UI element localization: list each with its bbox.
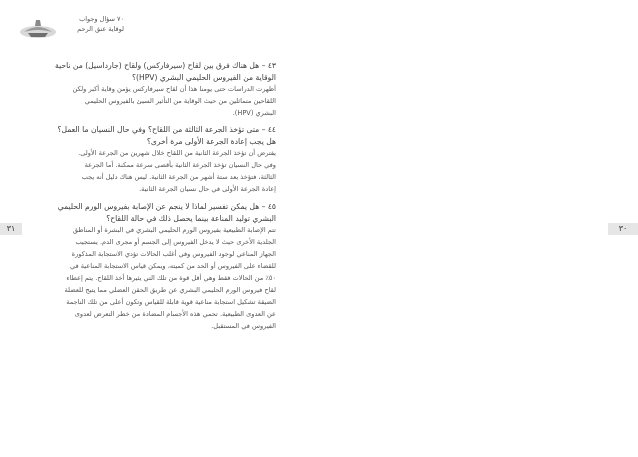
answer-line: الجلدية الأخرى حيث لا يدخل الفيروس إلى الجسم أو مجرى الدم. يستجيب [75, 238, 276, 246]
question-title [52, 201, 276, 224]
answer-line: الضيقة تشكيل استجابة مناعية قوية قابلة للقياس وتكون أعلى من تلك الناجمة [66, 298, 276, 306]
answer-line: وفي حال النسيان تؤخذ الجرعة الثانية بأقصى سرعة ممكنة. أما الجرعة [84, 161, 276, 169]
logo-text-line1: ٧٠ سؤال وجواب [79, 15, 124, 23]
title-line: ٤٥ – هل يمكن تفسير لماذا لا ينجم عن الإصابة بفيروس الورم الحليمي [57, 202, 276, 211]
answer-line: لقاح فيروس الورم الحليمي البشري عن طريق الحقن العضلي مما يتيح للعضلة [64, 286, 276, 294]
answer-line: الفيروس في المستقبل. [211, 322, 276, 330]
answer-line: ٥٠٪ من الحالات فقط وهي أقل قوة من تلك التي يثيرها أخذ اللقاح. يتم إعطاء [66, 274, 276, 282]
answer-paragraph [52, 224, 276, 332]
book-logo-icon [18, 18, 58, 42]
answer-paragraph [52, 83, 276, 119]
title-line: ٤٣ – هل هناك فرق بين لقاح (سيرفاركس) ولقاح (جارداسيل) من ناحية [55, 61, 276, 70]
answer-line: تتم الإصابة الطبيعية بفيروس الورم الحليمي البشري في البشرة أو المناطق [72, 226, 276, 234]
answer-line: اللقاحين متماثلين من حيث الوقاية من التأثير السيئ بالفيروس الحليمي [84, 97, 276, 105]
answer-line: يفترض أن تؤخذ الجرعة الثانية من اللقاح خلال شهرين من الجرعة الأولى. [78, 149, 276, 157]
book-logo [18, 12, 128, 48]
question-block-45 [52, 201, 276, 332]
answer-line: عن العدوى الطبيعية. تحمي هذه الأجسام المضادة من خطر التعرض لعدوى [74, 310, 276, 318]
answer-line: الثالثة، فتؤخذ بعد ستة أشهر من الجرعة الثانية. ليس هناك دليل أنه يجب [81, 173, 276, 181]
page-number-right: ٣٠ [608, 223, 638, 235]
title-line: ٤٤ – متى تؤخذ الجرعة الثالثة من اللقاح؟ وفي حال النسيان ما العمل؟ [57, 125, 276, 134]
page-number-left: ٣١ [0, 223, 22, 235]
logo-text [54, 14, 124, 34]
answer-line: الجهاز المناعي لوجود الفيروس وفي أغلب الحالات تؤدي الاستجابة المذكورة [71, 250, 276, 258]
answer-line: أظهرت الدراسات حتى يومنا هذا أن لقاح سيرفاركس يؤمن وقاية أكبر ولكن [72, 85, 276, 93]
text-content [52, 60, 276, 337]
title-line: البشري توليد المناعة بينما يحصل ذلك في حالة اللقاح؟ [106, 213, 276, 223]
answer-paragraph [52, 147, 276, 195]
logo-text-line2: لوقاية عنق الرحم [77, 25, 124, 33]
title-line: هل يجب إعادة الجرعة الأولى مرة أخرى؟ [146, 136, 276, 146]
answer-line: إعادة الجرعة الأولى في حال نسيان الجرعة الثانية. [139, 185, 276, 193]
question-title [52, 124, 276, 147]
title-line: الوقاية من الفيروس الحليمي البشري (HPV)؟ [132, 72, 276, 82]
answer-line: البشري (HPV). [232, 109, 276, 117]
answer-line: للقضاء على الفيروس أو الحد من كميته، ويمكن قياس الاستجابة المناعية في [70, 262, 276, 270]
question-title [52, 60, 276, 83]
question-block-43 [52, 60, 276, 119]
question-block-44 [52, 124, 276, 195]
